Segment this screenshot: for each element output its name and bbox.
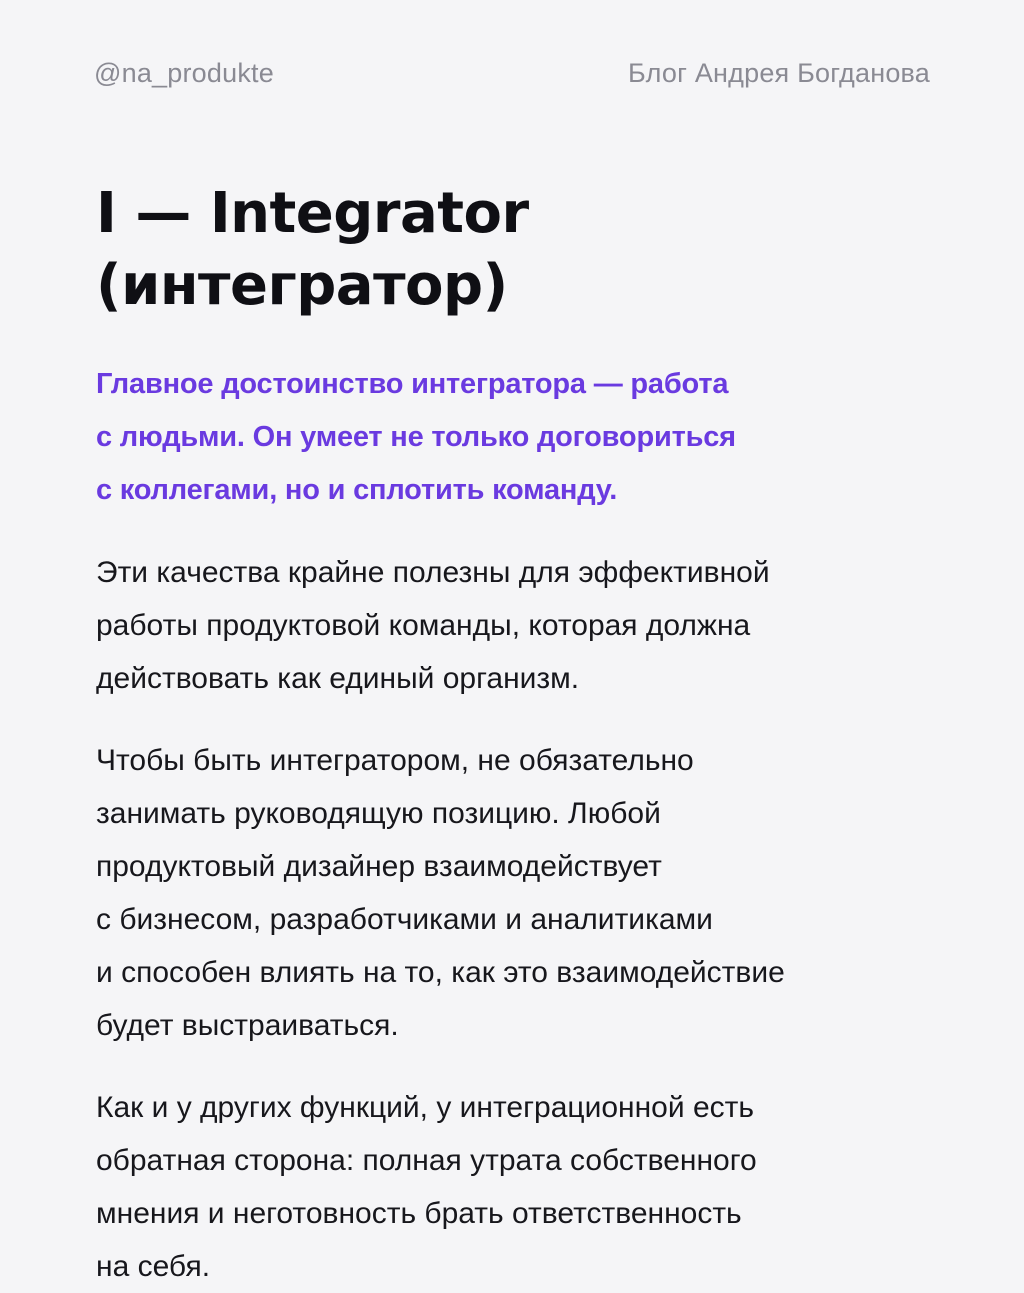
paragraph-line: работы продуктовой команды, которая должна — [96, 609, 751, 642]
paragraph-line: обратная сторона: полная утрата собственного — [96, 1144, 757, 1177]
lead-line: с людьми. Он умеет не только договориться — [96, 421, 736, 453]
lead-paragraph — [96, 358, 928, 517]
paragraph-line: будет выстраиваться. — [96, 1009, 399, 1042]
paragraph-line: Чтобы быть интегратором, не обязательно — [96, 744, 694, 777]
page-title — [96, 178, 928, 322]
paragraph-line: действовать как единый организм. — [96, 662, 580, 695]
blog-name: Блог Андрея Богданова — [628, 57, 930, 88]
paragraph-2 — [96, 734, 928, 1052]
paragraph-line: занимать руководящую позицию. Любой — [96, 797, 661, 830]
paragraph-1 — [96, 546, 928, 705]
paragraph-line: продуктовый дизайнер взаимодействует — [96, 850, 662, 883]
paragraph-line: Эти качества крайне полезны для эффективной — [96, 556, 770, 589]
paragraph-line: Как и у других функций, у интеграционной есть — [96, 1091, 754, 1124]
header — [96, 56, 928, 90]
paragraph-line: и способен влиять на то, как это взаимодействие — [96, 956, 785, 989]
title-line-1: I — Integrator — [96, 181, 529, 246]
lead-line: с коллегами, но и сплотить команду. — [96, 474, 618, 506]
paragraph-3 — [96, 1081, 928, 1293]
title-line-2: (интегратор) — [96, 253, 508, 318]
paragraph-line: на себя. — [96, 1250, 211, 1283]
paragraph-line: с бизнесом, разработчиками и аналитиками — [96, 903, 713, 936]
account-handle: @na_produkte — [94, 57, 274, 88]
paragraph-line: мнения и неготовность брать ответственность — [96, 1197, 742, 1230]
lead-line: Главное достоинство интегратора — работа — [96, 368, 729, 400]
